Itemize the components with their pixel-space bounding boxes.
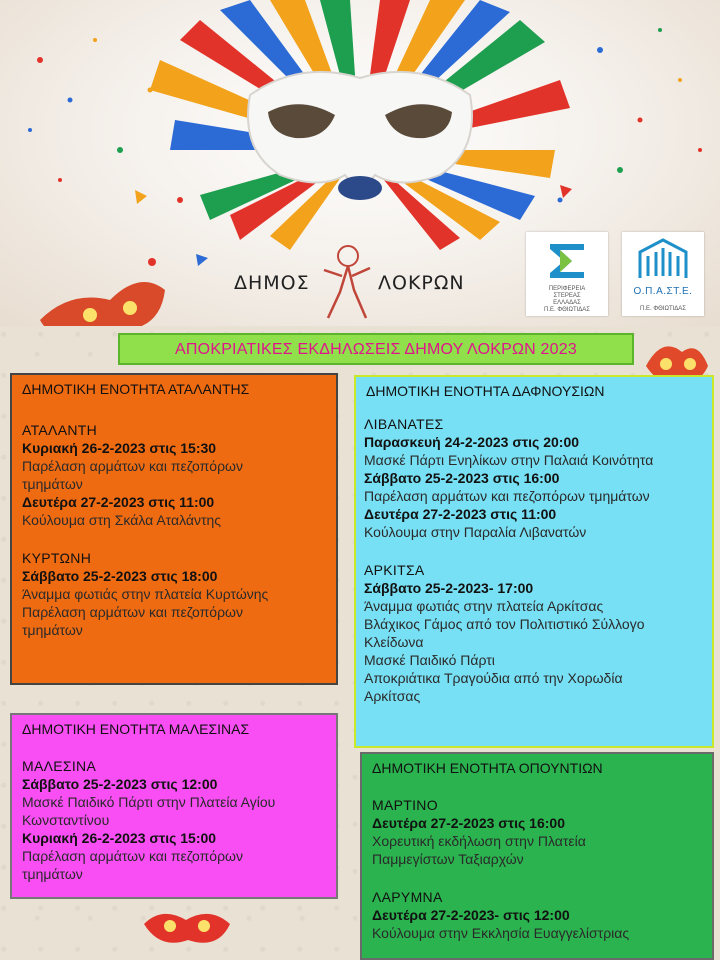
section-heading: ΔΗΜΟΤΙΚΗ ΕΝΟΤΗΤΑ ΑΤΑΛΑΝΤΗΣ <box>22 381 250 397</box>
event-date: Παρασκευή 24-2-2023 στις 20:00 <box>364 434 580 450</box>
event-description: Παρέλαση αρμάτων και πεζοπόρων τμημάτων <box>364 488 650 504</box>
poster-title: ΑΠΟΚΡΙΑΤΙΚΕΣ ΕΚΔΗΛΩΣΕΙΣ ΔΗΜΟΥ ΛΟΚΡΩΝ 2023 <box>175 341 577 358</box>
region-sigma-icon <box>546 240 588 282</box>
event-date: Σάββατο 25-2-2023 στις 12:00 <box>22 776 218 792</box>
town-name: ΑΡΚΙΤΣΑ <box>364 562 425 578</box>
event-date: Δευτέρα 27-2-2023 στις 16:00 <box>372 815 565 831</box>
opaste-logo <box>622 232 704 316</box>
section-heading: ΔΗΜΟΤΙΚΗ ΕΝΟΤΗΤΑ ΜΑΛΕΣΙΝΑΣ <box>22 721 250 737</box>
region-logo <box>526 232 608 316</box>
section-heading: ΔΗΜΟΤΙΚΗ ΕΝΟΤΗΤΑ ΔΑΦΝΟΥΣΙΩΝ <box>366 383 605 399</box>
section-atalanti <box>10 373 338 685</box>
event-description: Κούλουμα στην Παραλία Λιβανατών <box>364 524 587 540</box>
event-date: Δευτέρα 27-2-2023- στις 12:00 <box>372 907 570 923</box>
event-description: Βλάχικος Γάμος από τον Πολιτιστικό Σύλλογο <box>364 616 645 632</box>
section-opountia <box>360 752 714 960</box>
warrior-emblem <box>318 240 376 322</box>
opaste-name: Ο.Π.Α.ΣΤ.Ε. <box>633 286 693 297</box>
region-caption-3: ΕΛΛΑΔΑΣ <box>553 300 581 306</box>
event-description: Κωνσταντίνου <box>22 812 110 828</box>
event-description: Μασκέ Παιδικό Πάρτι στην Πλατεία Αγίου <box>22 794 276 810</box>
town-name: ΜΑΡΤΙΝΟ <box>372 797 438 813</box>
event-date: Σάββατο 25-2-2023 στις 18:00 <box>22 568 218 584</box>
event-description: Αρκίτσας <box>364 688 421 704</box>
town-name: ΛΑΡΥΜΝΑ <box>372 889 443 905</box>
event-description: τμημάτων <box>22 622 83 638</box>
carnival-banner <box>0 0 720 326</box>
section-malesina <box>10 713 338 899</box>
title-banner <box>118 333 634 365</box>
town-name: ΛΙΒΑΝΑΤΕΣ <box>364 416 444 432</box>
event-description: τμημάτων <box>22 866 83 882</box>
small-mask-left <box>40 282 165 326</box>
event-description: Παρέλαση αρμάτων και πεζοπόρων <box>22 604 243 620</box>
municipality-name-left: ΔΗΜΟΣ <box>234 272 310 294</box>
event-description: Άναμμα φωτιάς στην πλατεία Αρκίτσας <box>364 598 604 614</box>
event-description: Παρέλαση αρμάτων και πεζοπόρων <box>22 458 243 474</box>
region-caption-2: ΣΤΕΡΕΑΣ <box>553 293 581 299</box>
event-date: Δευτέρα 27-2-2023 στις 11:00 <box>364 506 557 522</box>
event-description: Μασκέ Πάρτι Ενηλίκων στην Παλαιά Κοινότητα <box>364 452 654 468</box>
event-description: τμημάτων <box>22 476 83 492</box>
event-description: Κούλουμα στην Εκκλησία Ευαγγελίστριας <box>372 925 630 941</box>
town-name: ΑΤΑΛΑΝΤΗ <box>22 422 98 438</box>
section-heading: ΔΗΜΟΤΙΚΗ ΕΝΟΤΗΤΑ ΟΠΟΥΝΤΙΩΝ <box>372 760 603 776</box>
event-date: Δευτέρα 27-2-2023 στις 11:00 <box>22 494 215 510</box>
region-caption-4: Π.Ε. ΦΘΙΩΤΙΔΑΣ <box>544 307 590 313</box>
section-dafnousia <box>354 375 714 748</box>
event-description: Παρέλαση αρμάτων και πεζοπόρων <box>22 848 243 864</box>
region-caption-1: ΠΕΡΙΦΕΡΕΙΑ <box>548 286 586 292</box>
event-description: Χορευτική εκδήλωση στην Πλατεία <box>372 833 586 849</box>
event-date: Κυριακή 26-2-2023 στις 15:00 <box>22 830 217 846</box>
opaste-building-icon <box>636 238 690 282</box>
event-description: Κλείδωνα <box>364 634 424 650</box>
town-name: ΚΥΡΤΩΝΗ <box>22 550 92 566</box>
town-name: ΜΑΛΕΣΙΝΑ <box>22 758 97 774</box>
event-description: Μασκέ Παιδικό Πάρτι <box>364 652 495 668</box>
event-description: Άναμμα φωτιάς στην πλατεία Κυρτώνης <box>22 586 269 602</box>
opaste-caption: Π.Ε. ΦΘΙΩΤΙΔΑΣ <box>640 306 686 312</box>
event-date: Κυριακή 26-2-2023 στις 15:30 <box>22 440 217 456</box>
event-description: Αποκριάτικα Τραγούδια από την Χορωδία <box>364 670 623 686</box>
event-date: Σάββατο 25-2-2023 στις 16:00 <box>364 470 560 486</box>
event-description: Κούλουμα στη Σκάλα Αταλάντης <box>22 512 222 528</box>
small-mask-bottom <box>142 906 232 950</box>
event-date: Σάββατο 25-2-2023- 17:00 <box>364 580 534 596</box>
municipality-name-right: ΛΟΚΡΩΝ <box>378 272 465 294</box>
event-description: Παμμεγίστων Ταξιαρχών <box>372 851 524 867</box>
